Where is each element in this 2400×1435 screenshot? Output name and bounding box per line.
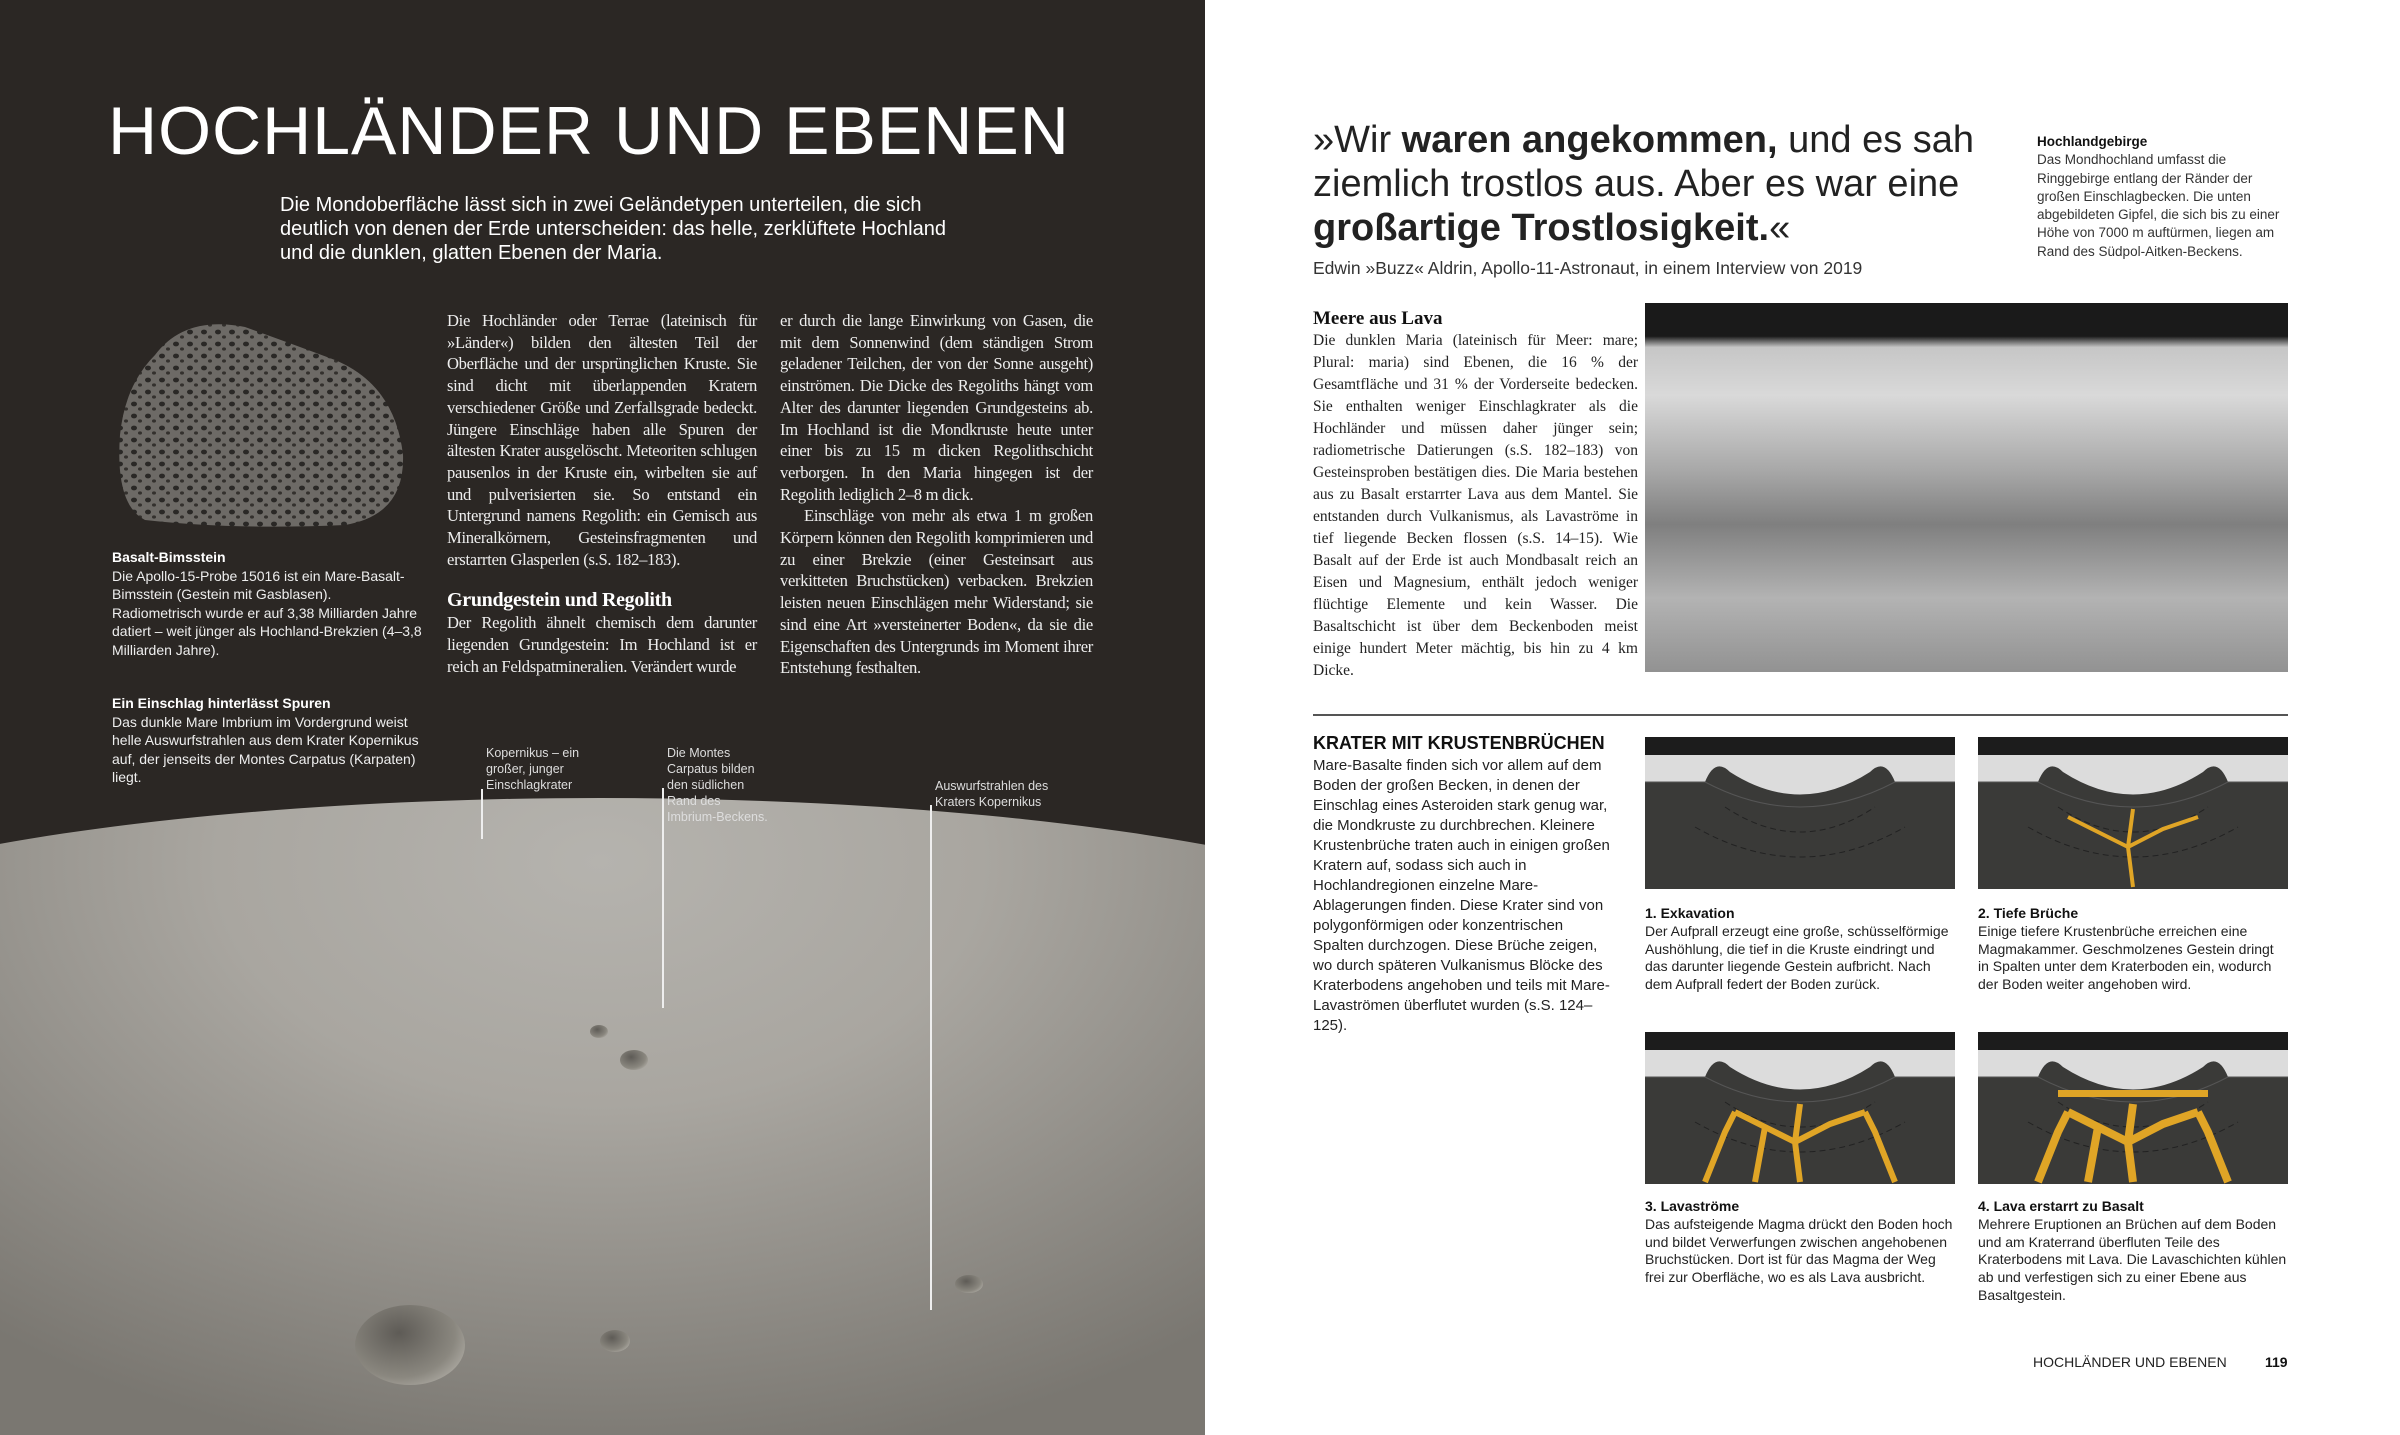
crater-diagram-step-2	[1978, 737, 2288, 889]
step-title: 1. Exkavation	[1645, 905, 1735, 921]
impact-caption-title: Ein Einschlag hinterlässt Spuren	[112, 695, 331, 711]
body-paragraph: Die dunklen Maria (lateinisch für Meer: mare; Plural: maria) sind Ebenen, die 16 % der Gesamtfläche und 31 % der Vorderseite bedecken. Sie enthalten weniger Einschlagkrater als die Hochländer und müssen daher jünger sein; radiometrische Datierungen (s.S. 182–183) von Gesteinsproben bestätigen dies. Die Maria bestehen aus zu Basalt erstarrter Lava aus dem Mantel. Sie entstanden durch Vulkanismus, als Lavaströme in tief liegende Becken flossen (s.S. 14–15). Wie Basalt auf der Erde ist auch Mondbasalt reich an Eisen und Magnesium, enthält jedoch weniger flüchtige Elemente und kein Wasser. Die Basaltschicht ist über dem Beckenboden meist einige hundert Meter mächtig, bis hin zu 4 km Dicke.	[1313, 332, 1638, 679]
crater-diagram-step-1	[1645, 737, 1955, 889]
highland-mountains-photo	[1645, 303, 2288, 672]
crater-step-caption	[1978, 1198, 2288, 1305]
leader-line	[662, 788, 664, 1008]
crater-step-caption	[1978, 905, 2288, 994]
step-title: 2. Tiefe Brüche	[1978, 905, 2079, 921]
crater-step-caption	[1645, 1198, 1955, 1287]
pull-quote: »Wir waren angekommen, und es sah ziemlich trostlos aus. Aber es war eine großartige Trostlosigkeit.«	[1313, 119, 1975, 249]
leader-line	[930, 805, 932, 1310]
impact-caption	[112, 694, 437, 787]
step-text: Mehrere Eruptionen an Brüchen auf dem Boden und am Kraterrand überfluten Teile des Kraterbodens mit Lava. Die Lavaschichten kühlen ab und verfestigen sich zu einer Ebene aus Basaltgestein.	[1978, 1215, 2287, 1303]
crater-diagram-step-3	[1645, 1032, 1955, 1184]
section-heading: Meere aus Lava	[1313, 308, 1443, 329]
step-text: Einige tiefere Krustenbrüche erreichen eine Magmakammer. Geschmolzenes Gestein dringt in Spalten unter dem Kraterboden ein, wodurch der Boden weiter angehoben wird.	[1978, 922, 2274, 993]
lava-seas-section	[1313, 308, 1638, 682]
rock-caption	[112, 548, 422, 659]
page-number: 119	[2265, 1354, 2288, 1370]
crater-photo-detail	[600, 1330, 630, 1352]
body-paragraph: Der Regolith ähnelt chemisch dem darunter liegenden Grundgestein: Im Hochland ist er reich an Feldspatmineralien. Verändert wurde	[447, 613, 757, 676]
section-heading: Grundgestein und Regolith	[447, 589, 672, 612]
leader-line	[481, 789, 483, 839]
body-paragraph: er durch die lange Einwirkung von Gasen, die mit dem Sonnenwind (dem ständigen Strom geladener Teilchen, der von der Sonne ausgeht) einströmen. Die Dicke des Regoliths hängt vom Alter des darunter liegenden Grundgesteins ab. Im Hochland ist die Mondkruste heute unter einer bis zu 15 m dicken Regolithschicht verborgen. In den Maria hingegen ist der Regolith lediglich 2–8 m dick.	[780, 311, 1093, 504]
intro-text: Die Mondoberfläche lässt sich in zwei Geländetypen unterteilen, die sich deutlich von denen der Erde unterscheiden: das helle, zerklüftete Hochland und die dunklen, glatten Ebenen der Maria.	[280, 194, 946, 264]
crater-diagram-step-4	[1978, 1032, 2288, 1184]
running-footer: HOCHLÄNDER UND EBENEN	[2033, 1354, 2227, 1370]
body-paragraph: Mare-Basalte finden sich vor allem auf dem Boden der großen Becken, in denen der Einschlag eines Asteroiden stark genug war, die Mondkruste zu durchbrechen. Kleinere Krustenbrüche traten auch in einigen großen Kratern auf, sodass sich auch in Hochlandregionen einzelne Mare-Ablagerungen finden. Diese Krater sind von polygonförmigen oder konzentrischen Spalten durchzogen. Diese Brüche zeigen, wo durch späteren Vulkanismus Blöcke des Kraterbodens angehoben und teils mit Mare-Lavaströmen überflutet wurden (s.S. 124–125).	[1313, 757, 1610, 1034]
body-paragraph: Einschläge von mehr als etwa 1 m großen Körpern können den Regolith komprimieren und zu einer Brekzie (einer Gesteinsart aus verkitteten Bruchstücken) verbacken. Brekzien leisten neuen Einschlägen mehr Widerstand; sie sind eine Art »versteinerter Boden«, da sie die Eigenschaften des Untergrunds im Moment ihrer Entstehung festhalten.	[780, 506, 1093, 678]
section-heading: KRATER MIT KRUSTENBRÜCHEN	[1313, 733, 1605, 753]
step-text: Das aufsteigende Magma drückt den Boden hoch und bildet Verwerfungen zwischen angehobenen Bruchstücken. Dort ist für das Magma der Weg frei zur Oberfläche, wo es als Lava ausbricht.	[1645, 1215, 1953, 1286]
impact-caption-text: Das dunkle Mare Imbrium im Vordergrund weist helle Auswurfstrahlen aus dem Krater Kopernikus auf, der jenseits der Montes Carpatus (Karpaten) liegt.	[112, 713, 419, 785]
body-column-1	[447, 310, 757, 678]
step-title: 4. Lava erstarrt zu Basalt	[1978, 1198, 2144, 1214]
highland-caption-text: Das Mondhochland umfasst die Ringgebirge entlang der Ränder der großen Einschlagbecken. Die unten abgebildeten Gipfel, die sich bis zu einer Höhe von 7000 m auftürmen, liegen am Rand des Südpol-Aitken-Beckens.	[2037, 152, 2280, 259]
basalt-pumice-rock-image	[115, 315, 407, 530]
step-title: 3. Lavaströme	[1645, 1198, 1740, 1214]
crater-photo-detail	[955, 1275, 983, 1293]
step-text: Der Aufprall erzeugt eine große, schüsselförmige Aushöhlung, die tief in die Kruste eindringt und das darunter liegende Gestein aufbricht. Nach dem Aufprall federt der Boden zurück.	[1645, 922, 1949, 993]
crater-section	[1313, 733, 1618, 1036]
rock-caption-text: Die Apollo-15-Probe 15016 ist ein Mare-Basalt-Bimsstein (Gestein mit Gasblasen). Radiometrisch wurde er auf 3,38 Milliarden Jahre datiert – weit jünger als Hochland-Brekzien (4–3,8 Milliarden Jahre).	[112, 567, 422, 658]
page-title: HOCHLÄNDER UND EBENEN	[108, 93, 1070, 169]
crater-photo-detail	[355, 1305, 465, 1385]
highland-caption-title: Hochlandgebirge	[2037, 134, 2148, 149]
body-paragraph: Die Hochländer oder Terrae (lateinisch für »Länder«) bilden den ältesten Teil der Oberfläche und der ursprünglichen Kruste. Sie sind dicht mit überlappenden Kratern verschiedener Größe und Zerfallsgrade bedeckt. Jüngere Einschläge haben alle Spuren der ältesten Krater ausgelöscht. Meteoriten schlugen pausenlos in der Kruste ein, wirbelten sie auf und pulverisierten sie. So entstand ein Untergrund namens Regolith: ein Gemisch aus Mineralkörnern, Gesteinsfragmenten und erstarrten Glasperlen (s.S. 182–183).	[447, 311, 757, 569]
rock-caption-title: Basalt-Bimsstein	[112, 549, 226, 565]
section-divider	[1313, 714, 2288, 716]
quote-attribution: Edwin »Buzz« Aldrin, Apollo-11-Astronaut, in einem Interview von 2019	[1313, 258, 1863, 278]
crater-photo-detail	[590, 1025, 608, 1038]
crater-photo-detail	[620, 1050, 648, 1070]
right-page	[1205, 0, 2400, 1435]
label-montes-carpatus: Die Montes Carpatus bilden den südlichen Rand des Imbrium-Beckens.	[667, 746, 768, 824]
crater-step-caption	[1645, 905, 1955, 994]
body-column-2	[780, 310, 1093, 679]
label-kopernikus: Kopernikus – ein großer, junger Einschlagkrater	[486, 746, 580, 792]
label-ejecta-rays: Auswurfstrahlen des Kraters Kopernikus	[935, 779, 1049, 809]
highland-caption	[2037, 133, 2297, 261]
